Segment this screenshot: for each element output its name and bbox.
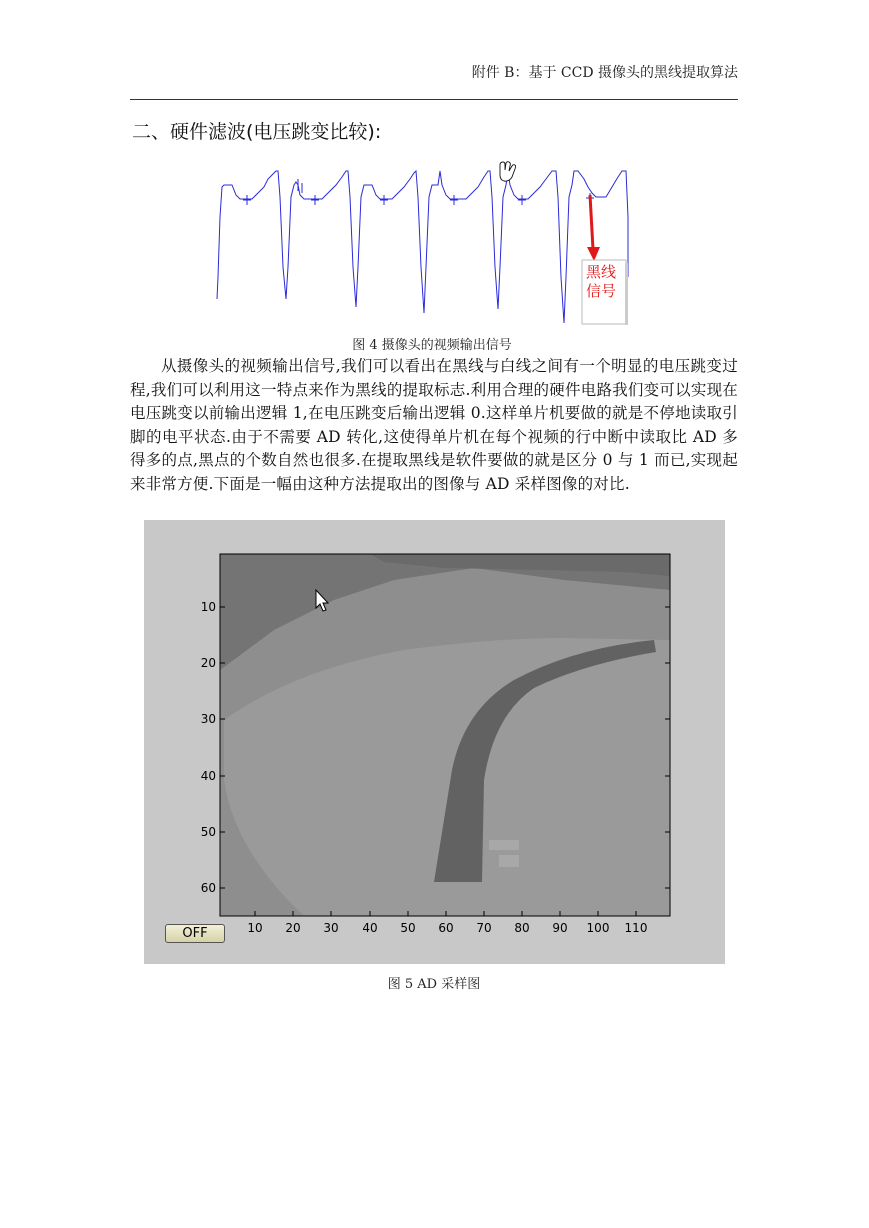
x-tick-label: 40 bbox=[362, 921, 378, 935]
video-signal-plot bbox=[212, 157, 630, 327]
x-tick-label: 70 bbox=[476, 921, 492, 935]
x-tick-label: 100 bbox=[586, 921, 610, 935]
x-tick-label: 110 bbox=[624, 921, 648, 935]
section-title: 二、硬件滤波(电压跳变比较): bbox=[132, 121, 382, 143]
figure-5-caption: 图 5 AD 采样图 bbox=[387, 977, 481, 992]
x-tick-label: 10 bbox=[247, 921, 263, 935]
y-tick-label: 30 bbox=[200, 712, 216, 726]
page-header: 附件 B：基于 CCD 摄像头的黑线提取算法 bbox=[471, 65, 738, 81]
black-line-callout bbox=[582, 260, 628, 325]
x-tick-label: 80 bbox=[514, 921, 530, 935]
y-tick-label: 40 bbox=[200, 769, 216, 783]
hand-cursor-icon bbox=[500, 162, 516, 182]
y-tick-label: 50 bbox=[200, 825, 216, 839]
y-tick-label: 20 bbox=[200, 656, 216, 670]
signal-waveform bbox=[217, 171, 628, 323]
y-tick-label: 10 bbox=[200, 600, 216, 614]
arrow-head bbox=[587, 247, 600, 261]
figure-4-caption: 图 4 摄像头的视频输出信号 bbox=[352, 338, 512, 353]
x-tick-label: 30 bbox=[323, 921, 339, 935]
callout-label-line1: 黑线 bbox=[586, 263, 617, 281]
x-tick-label: 50 bbox=[400, 921, 416, 935]
figure-5 bbox=[144, 520, 725, 964]
x-tick-label: 60 bbox=[438, 921, 454, 935]
ad-sample-plot bbox=[144, 520, 725, 964]
arrow-shaft bbox=[590, 195, 593, 249]
callout-label-line2: 信号 bbox=[586, 282, 617, 300]
figure-4 bbox=[212, 157, 630, 327]
x-tick-label: 20 bbox=[285, 921, 301, 935]
off-button[interactable]: OFF bbox=[165, 924, 225, 943]
y-tick-label: 60 bbox=[200, 881, 216, 895]
x-tick-label: 90 bbox=[552, 921, 568, 935]
header-rule bbox=[130, 99, 738, 100]
body-paragraph: 从摄像头的视频输出信号,我们可以看出在黑线与白线之间有一个明显的电压跳变过程,我们可以利用这一特点来作为黑线的提取标志.利用合理的硬件电路我们变可以实现在电压跳变以前输出逻辑 1,在电压跳变后输出逻辑 0.这样单片机要做的就是不停地读取引脚的电平状态.由于不需要 AD 转化,这使得单片机在每个视频的行中断中读取比 AD 多得多的点,黑点的个数自然也很多.在提取黑线是软件要做的就是区分 0 与 1 而已,实现起来非常方便.下面是一幅由这种方法提取出的图像与 AD 采样图像的对比. bbox=[130, 357, 738, 493]
